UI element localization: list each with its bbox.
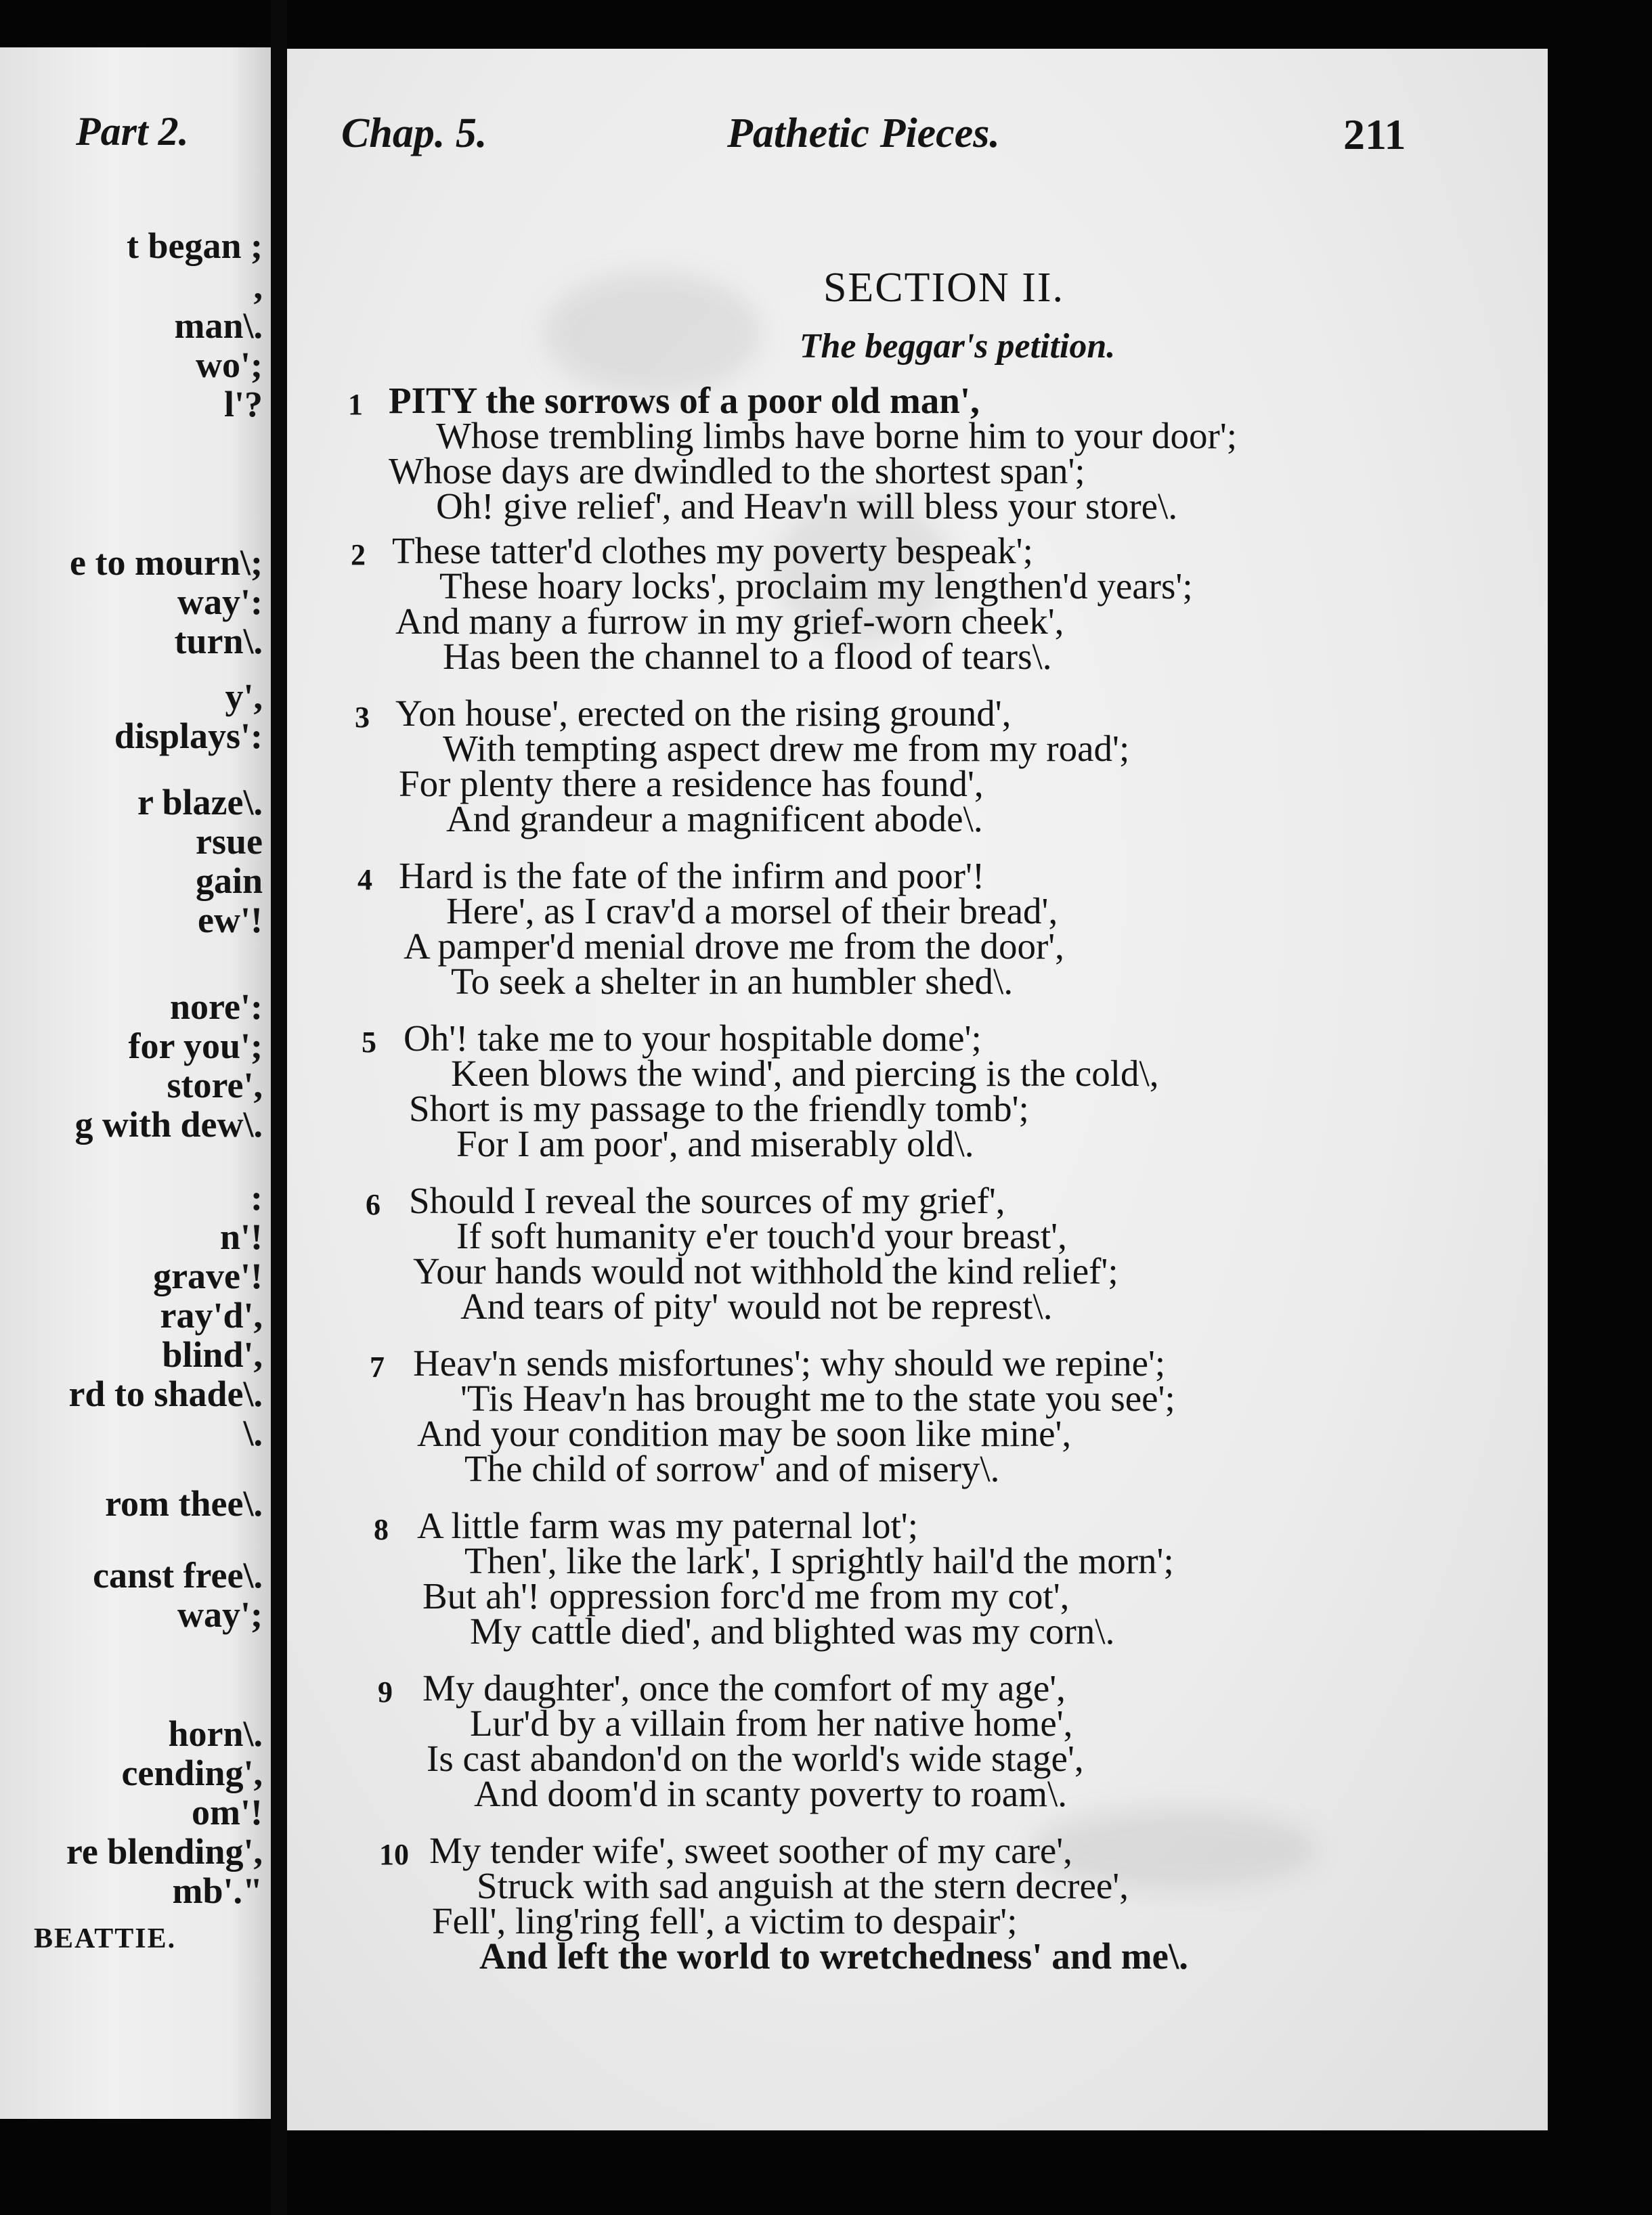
- stanza-number: 6: [366, 1188, 381, 1221]
- left-fragment-line: grave'!: [153, 1256, 263, 1296]
- left-fragment-line: mb'.": [172, 1870, 263, 1911]
- left-fragment-line: displays':: [114, 716, 263, 756]
- left-fragment-line: rom thee\.: [105, 1483, 263, 1524]
- left-fragment-line: way':: [177, 582, 263, 622]
- stanza-number: 3: [355, 701, 370, 734]
- left-fragment-line: for you';: [128, 1026, 263, 1066]
- stanza-number: 2: [351, 538, 366, 571]
- verse-line: But ah'! oppression forc'd me from my cot',: [422, 1575, 1070, 1617]
- verse-line: My daughter', once the comfort of my age',: [422, 1667, 1066, 1709]
- left-fragment-line: nore':: [170, 986, 263, 1027]
- left-fragment-line: rd to shade\.: [68, 1374, 263, 1414]
- verse-line: If soft humanity e'er touch'd your breast',: [456, 1215, 1067, 1256]
- left-fragment-line: ew'!: [198, 900, 263, 940]
- verse-line: Yon house', erected on the rising ground',: [395, 693, 1012, 734]
- verse-line: 'Tis Heav'n has brought me to the state you see';: [460, 1378, 1175, 1419]
- verse-line: These tatter'd clothes my poverty bespeak';: [392, 530, 1033, 571]
- left-fragment-line: way';: [177, 1594, 263, 1635]
- verse-line: My cattle died', and blighted was my corn\.: [470, 1610, 1115, 1652]
- section-title: SECTION II.: [823, 265, 1065, 311]
- verse-line: A pamper'd menial drove me from the door',: [404, 925, 1064, 967]
- left-fragment-line: horn\.: [168, 1713, 263, 1754]
- verse-line: For I am poor', and miserably old\.: [456, 1123, 974, 1164]
- left-fragment-line: cending',: [121, 1753, 263, 1793]
- verse-line: The child of sorrow' and of misery\.: [464, 1448, 1000, 1489]
- left-fragment-line: y',: [225, 676, 263, 717]
- verse-line: With tempting aspect drew me from my road';: [443, 728, 1130, 769]
- verse-line: Fell', ling'ring fell', a victim to despair';: [432, 1900, 1018, 1942]
- verse-line: And grandeur a magnificent abode\.: [446, 798, 983, 839]
- stanza-number: 4: [357, 863, 372, 896]
- verse-line: Whose trembling limbs have borne him to your door';: [436, 415, 1238, 456]
- verse-line: To seek a shelter in an humbler shed\.: [451, 961, 1014, 1002]
- verse-line: And many a furrow in my grief-worn cheek',: [395, 600, 1064, 642]
- left-fragment-line: e to mourn\;: [70, 542, 263, 583]
- verse-line: And tears of pity' would not be represt\.: [460, 1286, 1053, 1327]
- left-fragment-line: l'?: [223, 384, 263, 424]
- left-fragment-line: blind',: [162, 1334, 263, 1375]
- verse-line: PITY the sorrows of a poor old man',: [389, 380, 980, 421]
- left-fragment-line: :: [251, 1177, 263, 1218]
- stanza-number: 8: [374, 1513, 389, 1546]
- verse-line: Whose days are dwindled to the shortest span';: [389, 450, 1085, 491]
- stanza-number: 10: [379, 1838, 409, 1871]
- stanza-number: 9: [378, 1675, 393, 1709]
- left-fragment-line: store',: [167, 1065, 263, 1105]
- left-fragment-line: ,: [253, 266, 263, 307]
- left-fragment-line: turn\.: [174, 621, 263, 661]
- stanza-number: 1: [348, 388, 363, 421]
- left-fragment-line: ray'd',: [160, 1295, 263, 1336]
- verse-line: Heav'n sends misfortunes'; why should we repine';: [413, 1342, 1166, 1384]
- left-fragment-line: \.: [243, 1413, 263, 1453]
- stanza-number: 7: [370, 1351, 385, 1384]
- left-fragment-line: n'!: [219, 1216, 263, 1257]
- verse-line: Struck with sad anguish at the stern decree',: [477, 1865, 1129, 1906]
- verse-line: Here', as I crav'd a morsel of their bread',: [446, 890, 1058, 931]
- poem-title: The beggar's petition.: [799, 327, 1116, 366]
- running-title: Pathetic Pieces.: [727, 110, 1000, 156]
- verse-line: Lur'd by a villain from her native home',: [470, 1703, 1073, 1744]
- verse-line: Has been the channel to a flood of tears\.: [443, 636, 1052, 677]
- main-page: [287, 49, 1548, 2130]
- verse-line: Keen blows the wind', and piercing is the cold\,: [451, 1053, 1159, 1094]
- running-head: [287, 110, 1548, 171]
- verse-line: Is cast abandon'd on the world's wide stage',: [427, 1738, 1084, 1779]
- verse-line: Should I reveal the sources of my grief',: [409, 1180, 1005, 1221]
- left-fragment-line: g with dew\.: [74, 1104, 263, 1145]
- verse-line: Then', like the lark', I sprightly hail'd the morn';: [464, 1540, 1174, 1581]
- verse-line: And left the world to wretchedness' and me\.: [479, 1935, 1188, 1977]
- chapter-label: Chap. 5.: [341, 110, 487, 156]
- page-number: 211: [1343, 110, 1406, 158]
- verse-line: Oh! give relief', and Heav'n will bless your store\.: [436, 485, 1178, 527]
- previous-page-fragment: [0, 47, 271, 2119]
- stanza-number: 5: [362, 1026, 376, 1059]
- left-fragment-line: re blending',: [66, 1831, 263, 1872]
- verse-line: My tender wife', sweet soother of my care',: [429, 1830, 1072, 1871]
- verse-line: And doom'd in scanty poverty to roam\.: [474, 1773, 1068, 1814]
- verse-line: Short is my passage to the friendly tomb';: [409, 1088, 1029, 1129]
- verse-line: Your hands would not withhold the kind relief';: [413, 1250, 1118, 1292]
- left-fragment-line: r blaze\.: [137, 782, 263, 823]
- verse-line: For plenty there a residence has found',: [399, 763, 984, 804]
- verse-line: Hard is the fate of the infirm and poor'!: [399, 855, 985, 896]
- book-gutter: [271, 0, 287, 2215]
- left-fragment-line: gain: [195, 860, 263, 901]
- verse-line: These hoary locks', proclaim my lengthen'd years';: [439, 565, 1193, 607]
- verse-line: And your condition may be soon like mine',: [417, 1413, 1072, 1454]
- verse-line: A little farm was my paternal lot';: [417, 1505, 919, 1546]
- left-fragment-line: om'!: [192, 1792, 263, 1833]
- left-fragment-line: wo';: [196, 345, 263, 385]
- verse-line: Oh'! take me to your hospitable dome';: [404, 1017, 982, 1059]
- left-signature: BEATTIE.: [34, 1923, 177, 1954]
- left-fragment-line: t began ;: [127, 225, 263, 266]
- left-fragment-line: canst free\.: [93, 1555, 263, 1596]
- left-fragment-line: rsue: [196, 821, 263, 862]
- left-fragment-line: man\.: [174, 305, 263, 346]
- left-running-head: Part 2.: [76, 109, 189, 154]
